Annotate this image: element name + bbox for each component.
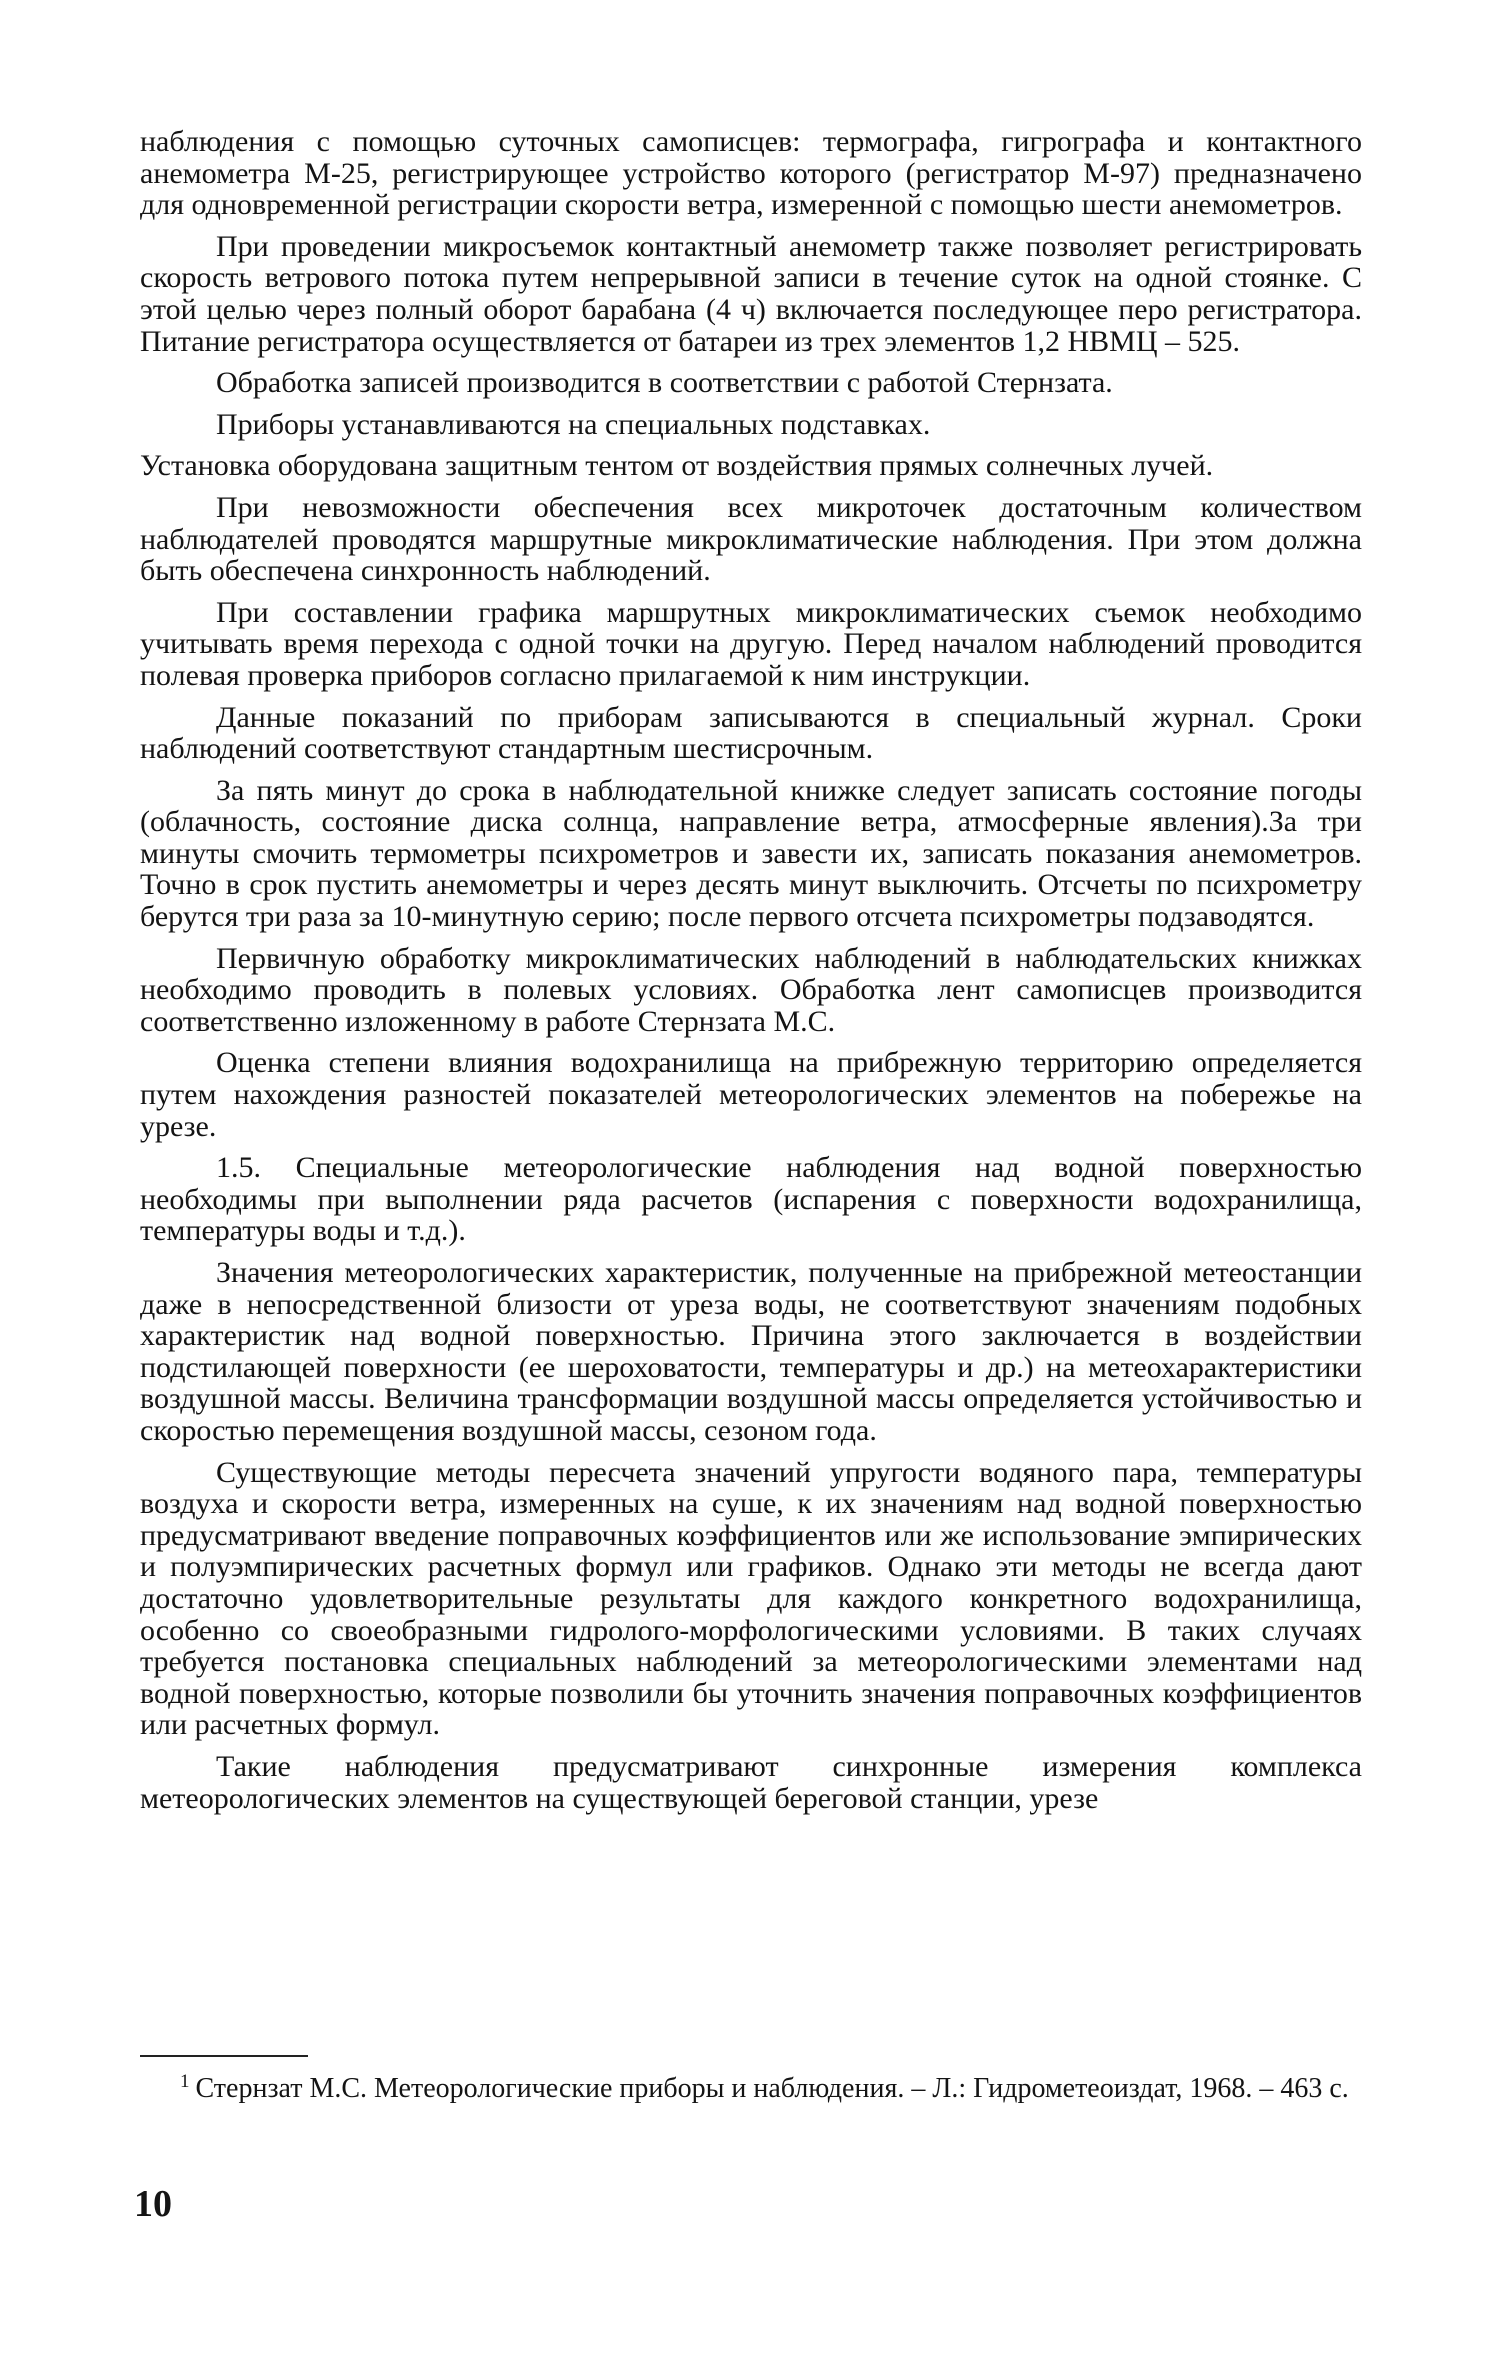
body-text bbox=[140, 126, 1362, 1814]
paragraph-4: Приборы устанавливаются на специальных подставках. bbox=[216, 407, 931, 441]
paragraph-13: Значения метеорологических характеристик, полученные на прибрежной метеостанции даже в непосредственной близости от уреза воды, не соответствуют значениям подобных характеристик над водной поверхностью. Причина этого заключается в воздействии подстилающей поверхности (ее шероховатости, температуры и др.) на метеохарактеристики воздушной массы. Величина трансформации воздушной массы определяется устойчивостью и скоростью перемещения воздушной массы, сезоном года. bbox=[140, 1256, 1362, 1447]
paragraph-9: За пять минут до срока в наблюдательной книжке следует записать состояние погоды (облачность, состояние диска солнца, направление ветра, атмосферные явления).За три минуты смочить термометры психрометров и завести их, записать показания анемометров. Точно в срок пустить анемометры и через десять минут выключить. Отсчеты по психрометру берутся три раза за 10-минутную серию; после первого отсчета психрометры подзаводятся. bbox=[140, 773, 1362, 934]
footnote bbox=[140, 2070, 1362, 2104]
paragraph-6: При невозможности обеспечения всех микроточек достаточным количеством наблюдателей проводятся маршрутные микроклиматические наблюдения. При этом должна быть обеспечена синхронность наблюдений. bbox=[140, 490, 1362, 588]
footnote-text: Стернзат М.С. Метеорологические приборы и наблюдения. – Л.: Гидрометеоиздат, 1968. – 463 с. bbox=[195, 2073, 1349, 2104]
paragraph-8: Данные показаний по приборам записываются в специальный журнал. Сроки наблюдений соответствуют стандартным шестисрочным. bbox=[140, 700, 1362, 766]
paragraph-5: Установка оборудована защитным тентом от воздействия прямых солнечных лучей. bbox=[140, 449, 1214, 483]
paragraph-3: Обработка записей производится в соответствии с работой Стернзата. bbox=[216, 366, 1113, 400]
footnote-marker: 1 bbox=[180, 2070, 190, 2092]
footnote-divider bbox=[140, 2055, 308, 2057]
paragraph-14: Существующие методы пересчета значений упругости водяного пара, температуры воздуха и скорости ветра, измеренных на суше, к их значениям над водной поверхностью предусматривают введение поправочных коэффициентов или же использование эмпирических и полуэмпирических расчетных формул или графиков. Однако эти методы не всегда дают достаточно удовлетворительные результаты для каждого конкретного водохранилища, особенно со своеобразными гидролого-морфологическими условиями. В таких случаях требуется постановка специальных наблюдений за метеорологическими элементами над водной поверхностью, которые позволили бы уточнить значения поправочных коэффициентов или расчетных формул. bbox=[140, 1455, 1362, 1742]
paragraph-2: При проведении микросъемок контактный анемометр также позволяет регистрировать скорость ветрового потока путем непрерывной записи в течение суток на одной стоянке. С этой целью через полный оборот барабана (4 ч) включается последующее перо регистратора. Питание регистратора осуществляется от батареи из трех элементов 1,2 НВМЦ – 525. bbox=[140, 229, 1362, 358]
section-1-5-paragraph: 1.5. Специальные метеорологические наблюдения над водной поверхностью необходимы при выполнении ряда расчетов (испарения с поверхности водохранилища, температуры воды и т.д.). bbox=[140, 1151, 1362, 1248]
paragraph-11: Оценка степени влияния водохранилища на прибрежную территорию определяется путем нахождения разностей показателей метеорологических элементов на побережье на урезе. bbox=[140, 1046, 1362, 1143]
paragraph-7: При составлении графика маршрутных микроклиматических съемок необходимо учитывать время перехода с одной точки на другую. Перед началом наблюдений проводится полевая проверка приборов согласно прилагаемой к ним инструкции. bbox=[140, 595, 1362, 692]
paragraph-10: Первичную обработку микроклиматических наблюдений в наблюдательских книжках необходимо проводить в полевых условиях. Обработка лент самописцев производится соответственно изложенному в работе Стернзата М.С. bbox=[140, 941, 1362, 1038]
page-number: 10 bbox=[134, 2183, 172, 2225]
paragraph-15: Такие наблюдения предусматривают синхронные измерения комплекса метеорологических элементов на существующей береговой станции, урезе bbox=[140, 1749, 1362, 1815]
paragraph-1: наблюдения с помощью суточных самописцев: термографа, гигрографа и контактного анемометра М-25, регистрирующее устройство которого (регистратор М-97) предназначено для одновременной регистрации скорости ветра, измеренной с помощью шести анемометров. bbox=[140, 125, 1362, 222]
